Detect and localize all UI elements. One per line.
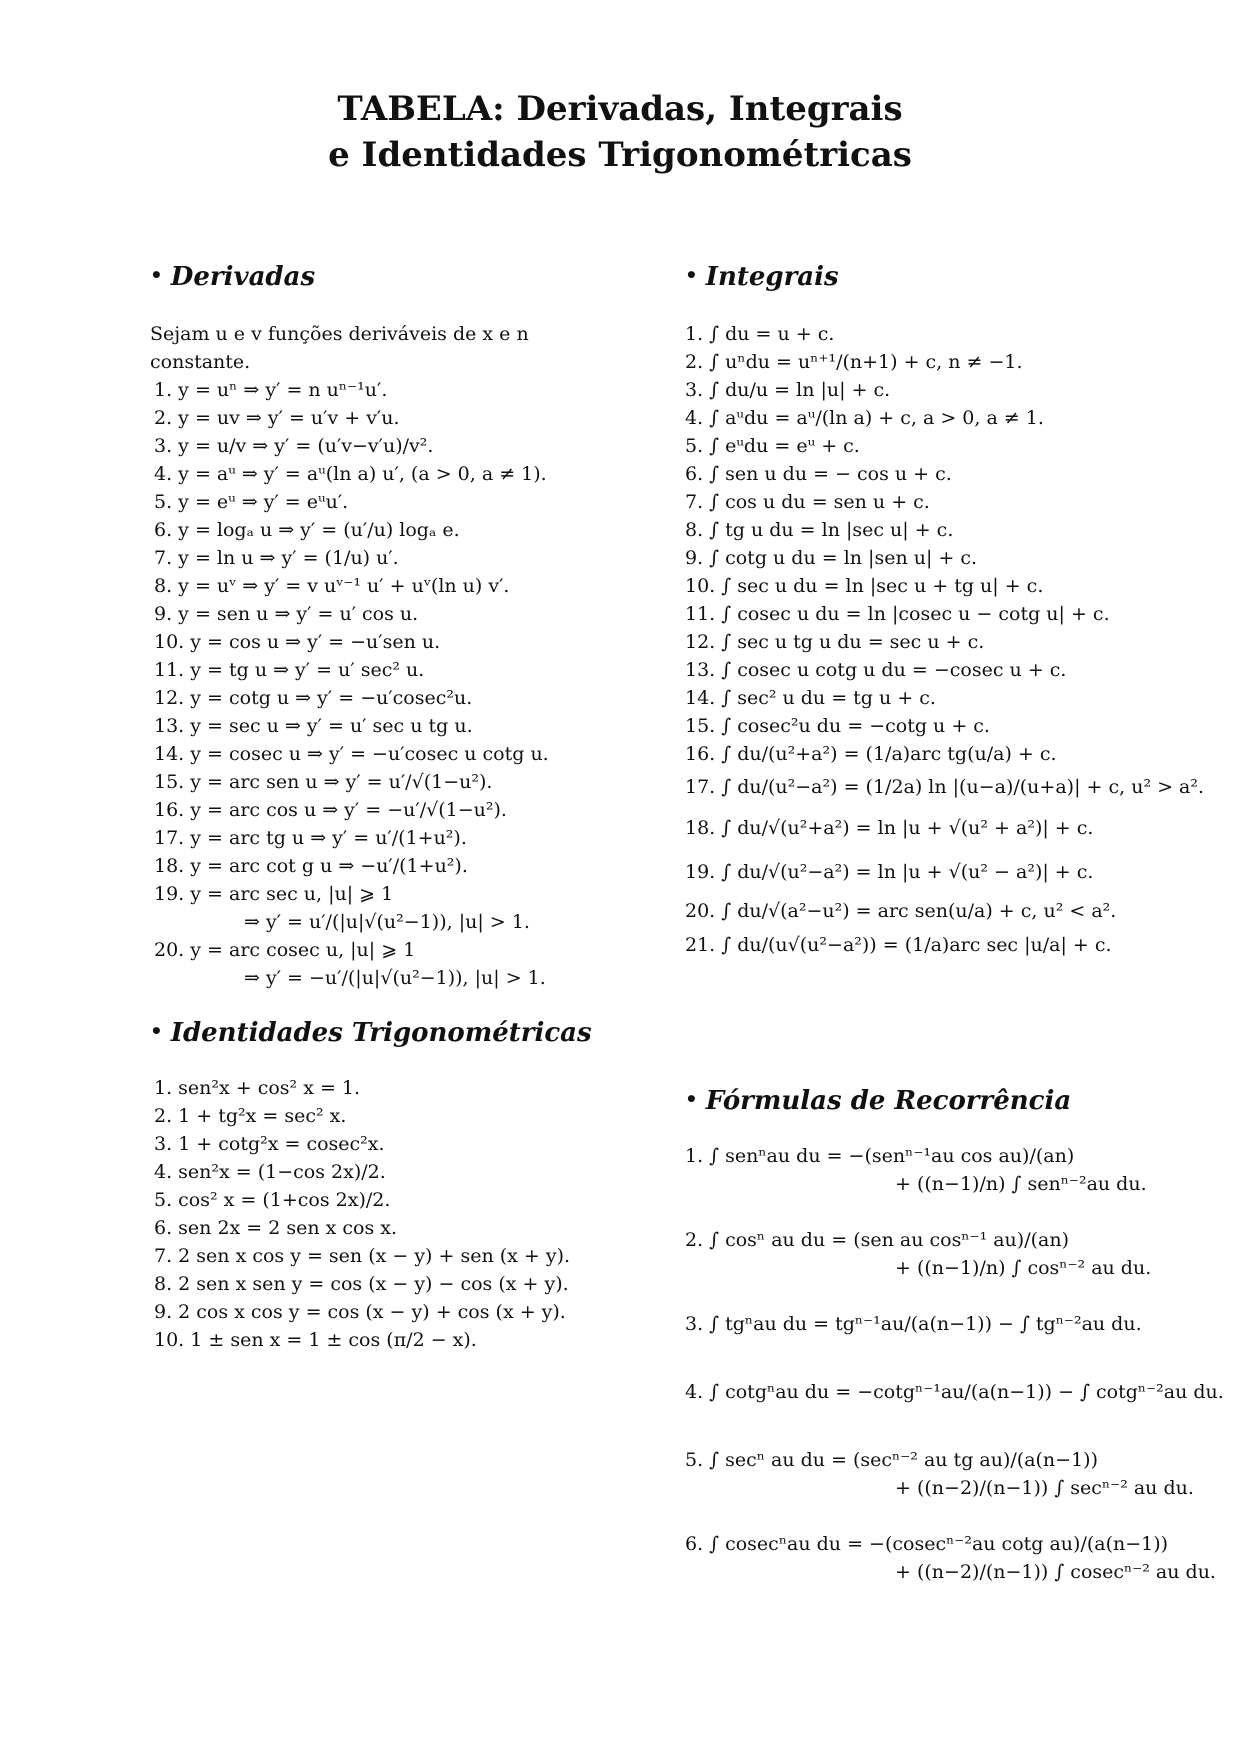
recorrencia-line-2: + ((n−2)/(n−1)) ∫ cosecⁿ⁻² au du. [895, 1561, 1216, 1583]
integrais-heading: • Integrais [685, 262, 839, 292]
integral-item: 9. ∫ cotg u du = ln |sen u| + c. [685, 547, 978, 569]
derivada-item: 6. y = logₐ u ⇒ y′ = (u′/u) logₐ e. [154, 519, 460, 541]
derivadas-heading: • Derivadas [150, 262, 316, 292]
bullet-icon: • [150, 263, 163, 287]
identidade-item: 6. sen 2x = 2 sen x cos x. [154, 1217, 398, 1239]
integral-item: 20. ∫ du/√(a²−u²) = arc sen(u/a) + c, u² < a². [685, 900, 1117, 922]
integral-item: 8. ∫ tg u du = ln |sec u| + c. [685, 519, 954, 541]
title-line-2: e Identidades Trigonométricas [328, 135, 912, 175]
bullet-icon: • [685, 263, 698, 287]
integral-item: 1. ∫ du = u + c. [685, 323, 835, 345]
derivada-item: 14. y = cosec u ⇒ y′ = −u′cosec u cotg u. [154, 743, 549, 765]
derivada-item: 7. y = ln u ⇒ y′ = (1/u) u′. [154, 547, 399, 569]
integrais-list [685, 320, 1204, 962]
recorrencia-item [685, 1142, 1224, 1198]
derivada-item: 11. y = tg u ⇒ y′ = u′ sec² u. [154, 659, 425, 681]
integral-item: 17. ∫ du/(u²−a²) = (1/2a) ln |(u−a)/(u+a)| + c, u² > a². [685, 776, 1205, 798]
identidade-item: 10. 1 ± sen x = 1 ± cos (π/2 − x). [154, 1329, 477, 1351]
integral-item: 10. ∫ sec u du = ln |sec u + tg u| + c. [685, 575, 1044, 597]
recorrencia-heading: • Fórmulas de Recorrência [685, 1086, 1072, 1116]
integral-item: 6. ∫ sen u du = − cos u + c. [685, 463, 952, 485]
recorrencia-line-1: 1. ∫ senⁿau du = −(senⁿ⁻¹au cos au)/(an) [685, 1145, 1075, 1167]
derivada-item: 20. y = arc cosec u, |u| ⩾ 1 [154, 939, 416, 961]
recorrencia-line-1: 4. ∫ cotgⁿau du = −cotgⁿ⁻¹au/(a(n−1)) − ∫ cotgⁿ⁻²au du. [685, 1381, 1224, 1403]
identidades-heading: • Identidades Trigonométricas [150, 1018, 592, 1048]
recorrencia-line-1: 5. ∫ secⁿ au du = (secⁿ⁻² au tg au)/(a(n−1)) [685, 1449, 1098, 1471]
derivada-item: 9. y = sen u ⇒ y′ = u′ cos u. [154, 603, 419, 625]
recorrencia-list [685, 1142, 1224, 1614]
derivada-item: 2. y = uv ⇒ y′ = u′v + v′u. [154, 407, 400, 429]
identidade-item: 8. 2 sen x sen y = cos (x − y) − cos (x + y). [154, 1273, 569, 1295]
recorrencia-line-2: + ((n−1)/n) ∫ senⁿ⁻²au du. [895, 1173, 1147, 1195]
identidade-item: 1. sen²x + cos² x = 1. [154, 1077, 361, 1099]
identidade-item: 7. 2 sen x cos y = sen (x − y) + sen (x + y). [154, 1245, 571, 1267]
recorrencia-item [685, 1446, 1224, 1502]
derivada-item: 10. y = cos u ⇒ y′ = −u′sen u. [154, 631, 441, 653]
derivadas-intro: Sejam u e v funções deriváveis de x e n constante. [150, 323, 529, 373]
derivada-item: 17. y = arc tg u ⇒ y′ = u′/(1+u²). [154, 827, 467, 849]
integral-item: 5. ∫ eᵘdu = eᵘ + c. [685, 435, 860, 457]
integral-item: 2. ∫ uⁿdu = uⁿ⁺¹/(n+1) + c, n ≠ −1. [685, 351, 1023, 373]
integral-item: 14. ∫ sec² u du = tg u + c. [685, 687, 936, 709]
integral-item: 3. ∫ du/u = ln |u| + c. [685, 379, 891, 401]
title-line-1: TABELA: Derivadas, Integrais [337, 89, 903, 129]
integral-item: 21. ∫ du/(u√(u²−a²)) = (1/a)arc sec |u/a| + c. [685, 934, 1112, 956]
identidade-item: 9. 2 cos x cos y = cos (x − y) + cos (x + y). [154, 1301, 566, 1323]
recorrencia-item [685, 1226, 1224, 1282]
derivada-item: 1. y = uⁿ ⇒ y′ = n uⁿ⁻¹u′. [154, 379, 388, 401]
recorrencia-line-2: + ((n−2)/(n−1)) ∫ secⁿ⁻² au du. [895, 1477, 1194, 1499]
integral-item: 13. ∫ cosec u cotg u du = −cosec u + c. [685, 659, 1067, 681]
derivada-item: 18. y = arc cot g u ⇒ −u′/(1+u²). [154, 855, 468, 877]
identidade-item: 2. 1 + tg²x = sec² x. [154, 1105, 347, 1127]
derivada-item: 12. y = cotg u ⇒ y′ = −u′cosec²u. [154, 687, 473, 709]
integral-item: 19. ∫ du/√(u²−a²) = ln |u + √(u² − a²)| + c. [685, 861, 1094, 883]
derivada-item-continuation: ⇒ y′ = u′/(|u|√(u²−1)), |u| > 1. [244, 911, 530, 933]
derivada-item: 19. y = arc sec u, |u| ⩾ 1 [154, 883, 394, 905]
derivadas-list [154, 376, 549, 992]
bullet-icon: • [150, 1019, 163, 1043]
integral-item: 12. ∫ sec u tg u du = sec u + c. [685, 631, 985, 653]
derivada-item: 8. y = uᵛ ⇒ y′ = v uᵛ⁻¹ u′ + uᵛ(ln u) v′. [154, 575, 510, 597]
identidade-item: 4. sen²x = (1−cos 2x)/2. [154, 1161, 386, 1183]
derivada-item: 4. y = aᵘ ⇒ y′ = aᵘ(ln a) u′, (a > 0, a ≠ 1). [154, 463, 547, 485]
integral-item: 15. ∫ cosec²u du = −cotg u + c. [685, 715, 990, 737]
identidade-item: 3. 1 + cotg²x = cosec²x. [154, 1133, 385, 1155]
derivada-item: 16. y = arc cos u ⇒ y′ = −u′/√(1−u²). [154, 799, 507, 821]
integral-item: 16. ∫ du/(u²+a²) = (1/a)arc tg(u/a) + c. [685, 743, 1057, 765]
recorrencia-item [685, 1310, 1224, 1338]
identidade-item: 5. cos² x = (1+cos 2x)/2. [154, 1189, 391, 1211]
bullet-icon: • [685, 1087, 698, 1111]
integral-item: 7. ∫ cos u du = sen u + c. [685, 491, 930, 513]
page-title [0, 86, 1240, 178]
integral-item: 4. ∫ aᵘdu = aᵘ/(ln a) + c, a > 0, a ≠ 1. [685, 407, 1044, 429]
derivada-item: 5. y = eᵘ ⇒ y′ = eᵘu′. [154, 491, 349, 513]
integral-item: 18. ∫ du/√(u²+a²) = ln |u + √(u² + a²)| + c. [685, 817, 1094, 839]
derivada-item: 3. y = u/v ⇒ y′ = (u′v−v′u)/v². [154, 435, 434, 457]
derivada-item-continuation: ⇒ y′ = −u′/(|u|√(u²−1)), |u| > 1. [244, 967, 546, 989]
recorrencia-line-1: 2. ∫ cosⁿ au du = (sen au cosⁿ⁻¹ au)/(an) [685, 1229, 1069, 1251]
recorrencia-line-1: 3. ∫ tgⁿau du = tgⁿ⁻¹au/(a(n−1)) − ∫ tgⁿ⁻²au du. [685, 1313, 1142, 1335]
recorrencia-line-1: 6. ∫ cosecⁿau du = −(cosecⁿ⁻²au cotg au)/(a(n−1)) [685, 1533, 1169, 1555]
integral-item: 11. ∫ cosec u du = ln |cosec u − cotg u| + c. [685, 603, 1110, 625]
derivada-item: 15. y = arc sen u ⇒ y′ = u′/√(1−u²). [154, 771, 493, 793]
identidades-list [154, 1074, 570, 1354]
recorrencia-item [685, 1378, 1224, 1406]
recorrencia-line-2: + ((n−1)/n) ∫ cosⁿ⁻² au du. [895, 1257, 1152, 1279]
recorrencia-item [685, 1530, 1224, 1586]
derivada-item: 13. y = sec u ⇒ y′ = u′ sec u tg u. [154, 715, 473, 737]
